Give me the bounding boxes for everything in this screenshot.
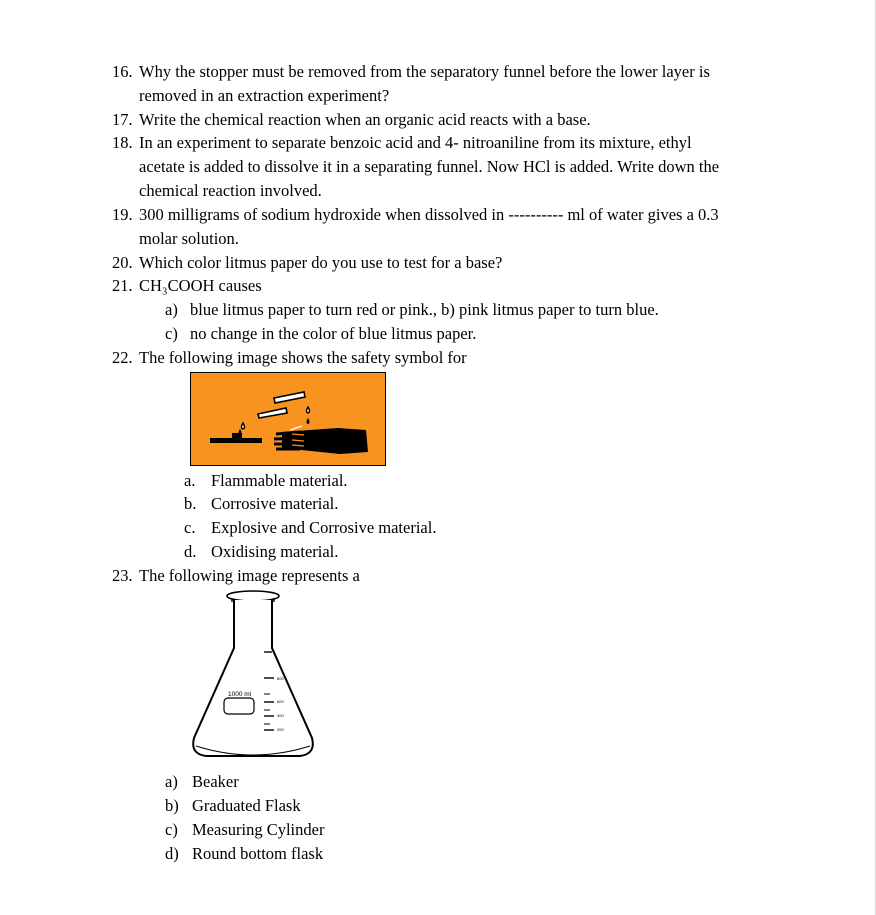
q22-text: The following image shows the safety symbol for bbox=[139, 348, 467, 367]
q23-option-d-marker: d) bbox=[165, 844, 179, 863]
q20-number: 20. bbox=[112, 253, 133, 272]
flask-volume-label: 1000 ml bbox=[228, 691, 252, 698]
q18-text-line1: In an experiment to separate benzoic acid and 4- nitroaniline from its mixture, ethyl bbox=[139, 133, 692, 152]
q21-option-a-marker: a) bbox=[165, 300, 178, 319]
q23-option-c-marker: c) bbox=[165, 820, 178, 839]
q22-option-c: Explosive and Corrosive material. bbox=[211, 518, 437, 537]
q22-option-b: Corrosive material. bbox=[211, 494, 339, 513]
q21-option-c: no change in the color of blue litmus paper. bbox=[190, 324, 477, 343]
q23-option-c: Measuring Cylinder bbox=[192, 820, 325, 839]
q16-text-line2: removed in an extraction experiment? bbox=[139, 86, 390, 105]
q18-text-line3: chemical reaction involved. bbox=[139, 181, 322, 200]
q22-option-b-marker: b. bbox=[184, 494, 197, 513]
q17-number: 17. bbox=[112, 110, 133, 129]
q23-option-b-marker: b) bbox=[165, 796, 179, 815]
q16-number: 16. bbox=[112, 62, 133, 81]
q21-text: CH₃COOH causes bbox=[139, 276, 262, 295]
q22-option-a: Flammable material. bbox=[211, 471, 348, 490]
q16-text-line1: Why the stopper must be removed from the separatory funnel before the lower layer is bbox=[139, 62, 710, 81]
q23-option-a-marker: a) bbox=[165, 772, 178, 791]
q22-option-d: Oxidising material. bbox=[211, 542, 339, 561]
q21-option-a: blue litmus paper to turn red or pink., b) pink litmus paper to turn blue. bbox=[190, 300, 659, 319]
q18-number: 18. bbox=[112, 133, 133, 152]
corrosive-hazard-icon bbox=[190, 372, 386, 466]
q19-number: 19. bbox=[112, 205, 133, 224]
q18-text-line2: acetate is added to dissolve it in a separating funnel. Now HCl is added. Write down the bbox=[139, 157, 720, 176]
q22-number: 22. bbox=[112, 348, 133, 367]
erlenmeyer-flask-icon bbox=[186, 586, 326, 768]
q22-option-d-marker: d. bbox=[184, 542, 197, 561]
svg-text:800: 800 bbox=[277, 676, 284, 681]
svg-text:400: 400 bbox=[277, 713, 284, 718]
q22-option-a-marker: a. bbox=[184, 471, 196, 490]
q23-number: 23. bbox=[112, 566, 133, 585]
q23-option-d: Round bottom flask bbox=[192, 844, 324, 863]
q23-option-b: Graduated Flask bbox=[192, 796, 301, 815]
q22-option-c-marker: c. bbox=[184, 518, 196, 537]
q21-option-c-marker: c) bbox=[165, 324, 178, 343]
q21-number: 21. bbox=[112, 276, 133, 295]
q17-text: Write the chemical reaction when an organic acid reacts with a base. bbox=[139, 110, 591, 129]
q23-text: The following image represents a bbox=[139, 566, 360, 585]
svg-text:200: 200 bbox=[277, 727, 284, 732]
svg-text:600: 600 bbox=[277, 699, 284, 704]
q20-text: Which color litmus paper do you use to test for a base? bbox=[139, 253, 503, 272]
q19-text-line2: molar solution. bbox=[139, 229, 239, 248]
q23-option-a: Beaker bbox=[192, 772, 239, 791]
q19-text-line1: 300 milligrams of sodium hydroxide when dissolved in ---------- ml of water gives a 0.3 bbox=[139, 205, 719, 224]
